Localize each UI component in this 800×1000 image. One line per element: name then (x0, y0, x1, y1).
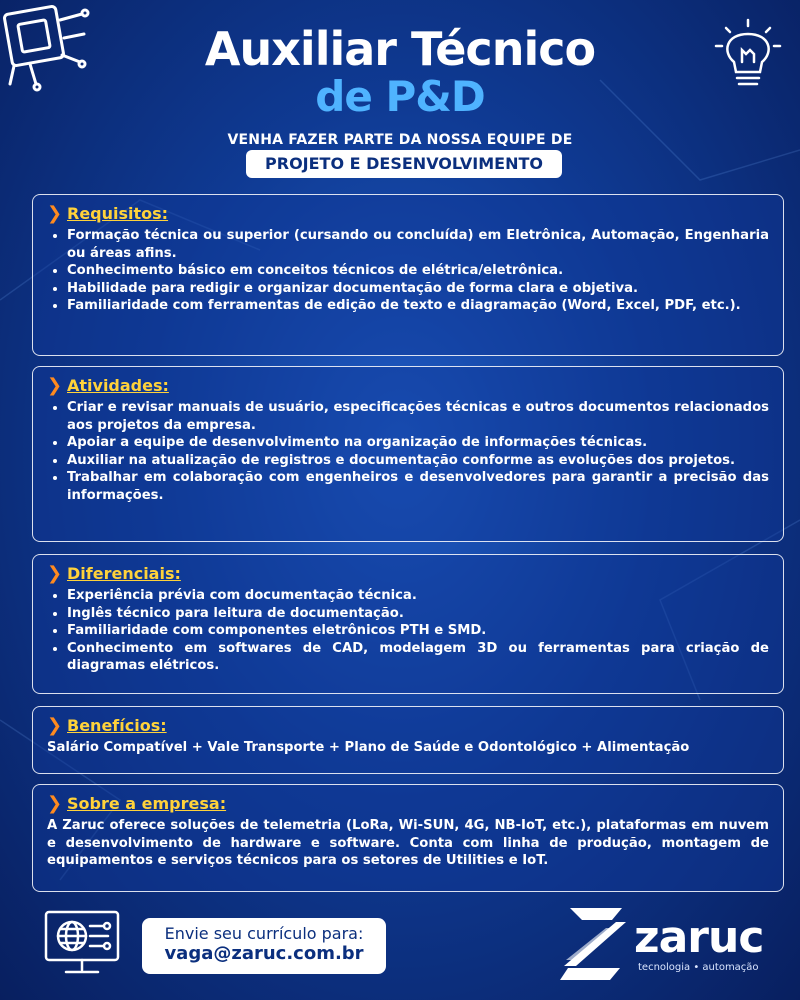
list-item: • Inglês técnico para leitura de documentação. (67, 605, 769, 623)
brand-logo (560, 904, 780, 984)
beneficios-text: Salário Compatível + Vale Transporte + Plano de Saúde e Odontológico + Alimentação (47, 740, 690, 755)
section-title: Diferenciais: (67, 563, 181, 583)
list-item: • Auxiliar na atualização de registros e documentação conforme as evoluções dos projetos. (67, 452, 769, 470)
list-item: • Conhecimento básico em conceitos técnicos de elétrica/eletrônica. (67, 262, 769, 280)
section-atividades (32, 366, 784, 542)
chevron-right-icon: ❯ (47, 562, 63, 584)
highlight-badge: PROJETO E DESENVOLVIMENTO (246, 150, 562, 178)
section-title: Benefícios: (67, 715, 167, 735)
chevron-right-icon: ❯ (47, 374, 63, 396)
list-item: • Trabalhar em colaboração com engenheiros e desenvolvedores para garantir a precisão das informações. (67, 469, 769, 504)
section-diferenciais (32, 554, 784, 694)
subtitle: VENHA FAZER PARTE DA NOSSA EQUIPE DE (227, 132, 573, 148)
web-monitor-icon (44, 910, 120, 978)
chevron-right-icon: ❯ (47, 202, 63, 224)
list-item: • Habilidade para redigir e organizar documentação de forma clara e objetiva. (67, 280, 769, 298)
list-item: • Familiaridade com componentes eletrônicos PTH e SMD. (67, 622, 769, 640)
atividades-list (47, 399, 769, 504)
chevron-right-icon: ❯ (47, 714, 63, 736)
section-title: Atividades: (67, 375, 169, 395)
list-item: • Experiência prévia com documentação técnica. (67, 587, 769, 605)
section-beneficios (32, 706, 784, 774)
section-requisitos (32, 194, 784, 356)
empresa-text: A Zaruc oferece soluções de telemetria (LoRa, Wi-SUN, 4G, NB-IoT, etc.), plataformas em nuvem e desenvolvimento de hardware e software. Conta com linha de produção, montagem de equipamentos e serviços técnicos para os setores de Utilities e IoT. (47, 818, 769, 868)
brand-name: zaruc (634, 912, 764, 963)
list-item: • Apoiar a equipe de desenvolvimento na organização de informações técnicas. (67, 434, 769, 452)
requisitos-list (47, 227, 769, 315)
section-title: Requisitos: (67, 203, 169, 223)
cv-label: Envie seu currículo para: (164, 924, 364, 943)
list-item: • Conhecimento em softwares de CAD, modelagem 3D ou ferramentas para criação de diagramas elétricos. (67, 640, 769, 675)
page-title-line1: Auxiliar Técnico (204, 22, 596, 76)
cv-contact-box (142, 918, 386, 974)
section-title: Sobre a empresa: (67, 793, 227, 813)
list-item: • Familiaridade com ferramentas de edição de texto e diagramação (Word, Excel, PDF, etc.). (67, 297, 769, 315)
zaruc-logo-icon (560, 904, 630, 980)
brand-tagline: tecnologia • automação (638, 962, 759, 973)
section-empresa (32, 784, 784, 892)
list-item: • Criar e revisar manuais de usuário, especificações técnicas e outros documentos relacionados aos projetos da empresa. (67, 399, 769, 434)
list-item: • Formação técnica ou superior (cursando ou concluída) em Eletrônica, Automação, Engenharia ou áreas afins. (67, 227, 769, 262)
diferenciais-list (47, 587, 769, 675)
page-title-line2: de P&D (315, 72, 485, 121)
chevron-right-icon: ❯ (47, 792, 63, 814)
email-link[interactable]: vaga@zaruc.com.br (164, 943, 364, 964)
